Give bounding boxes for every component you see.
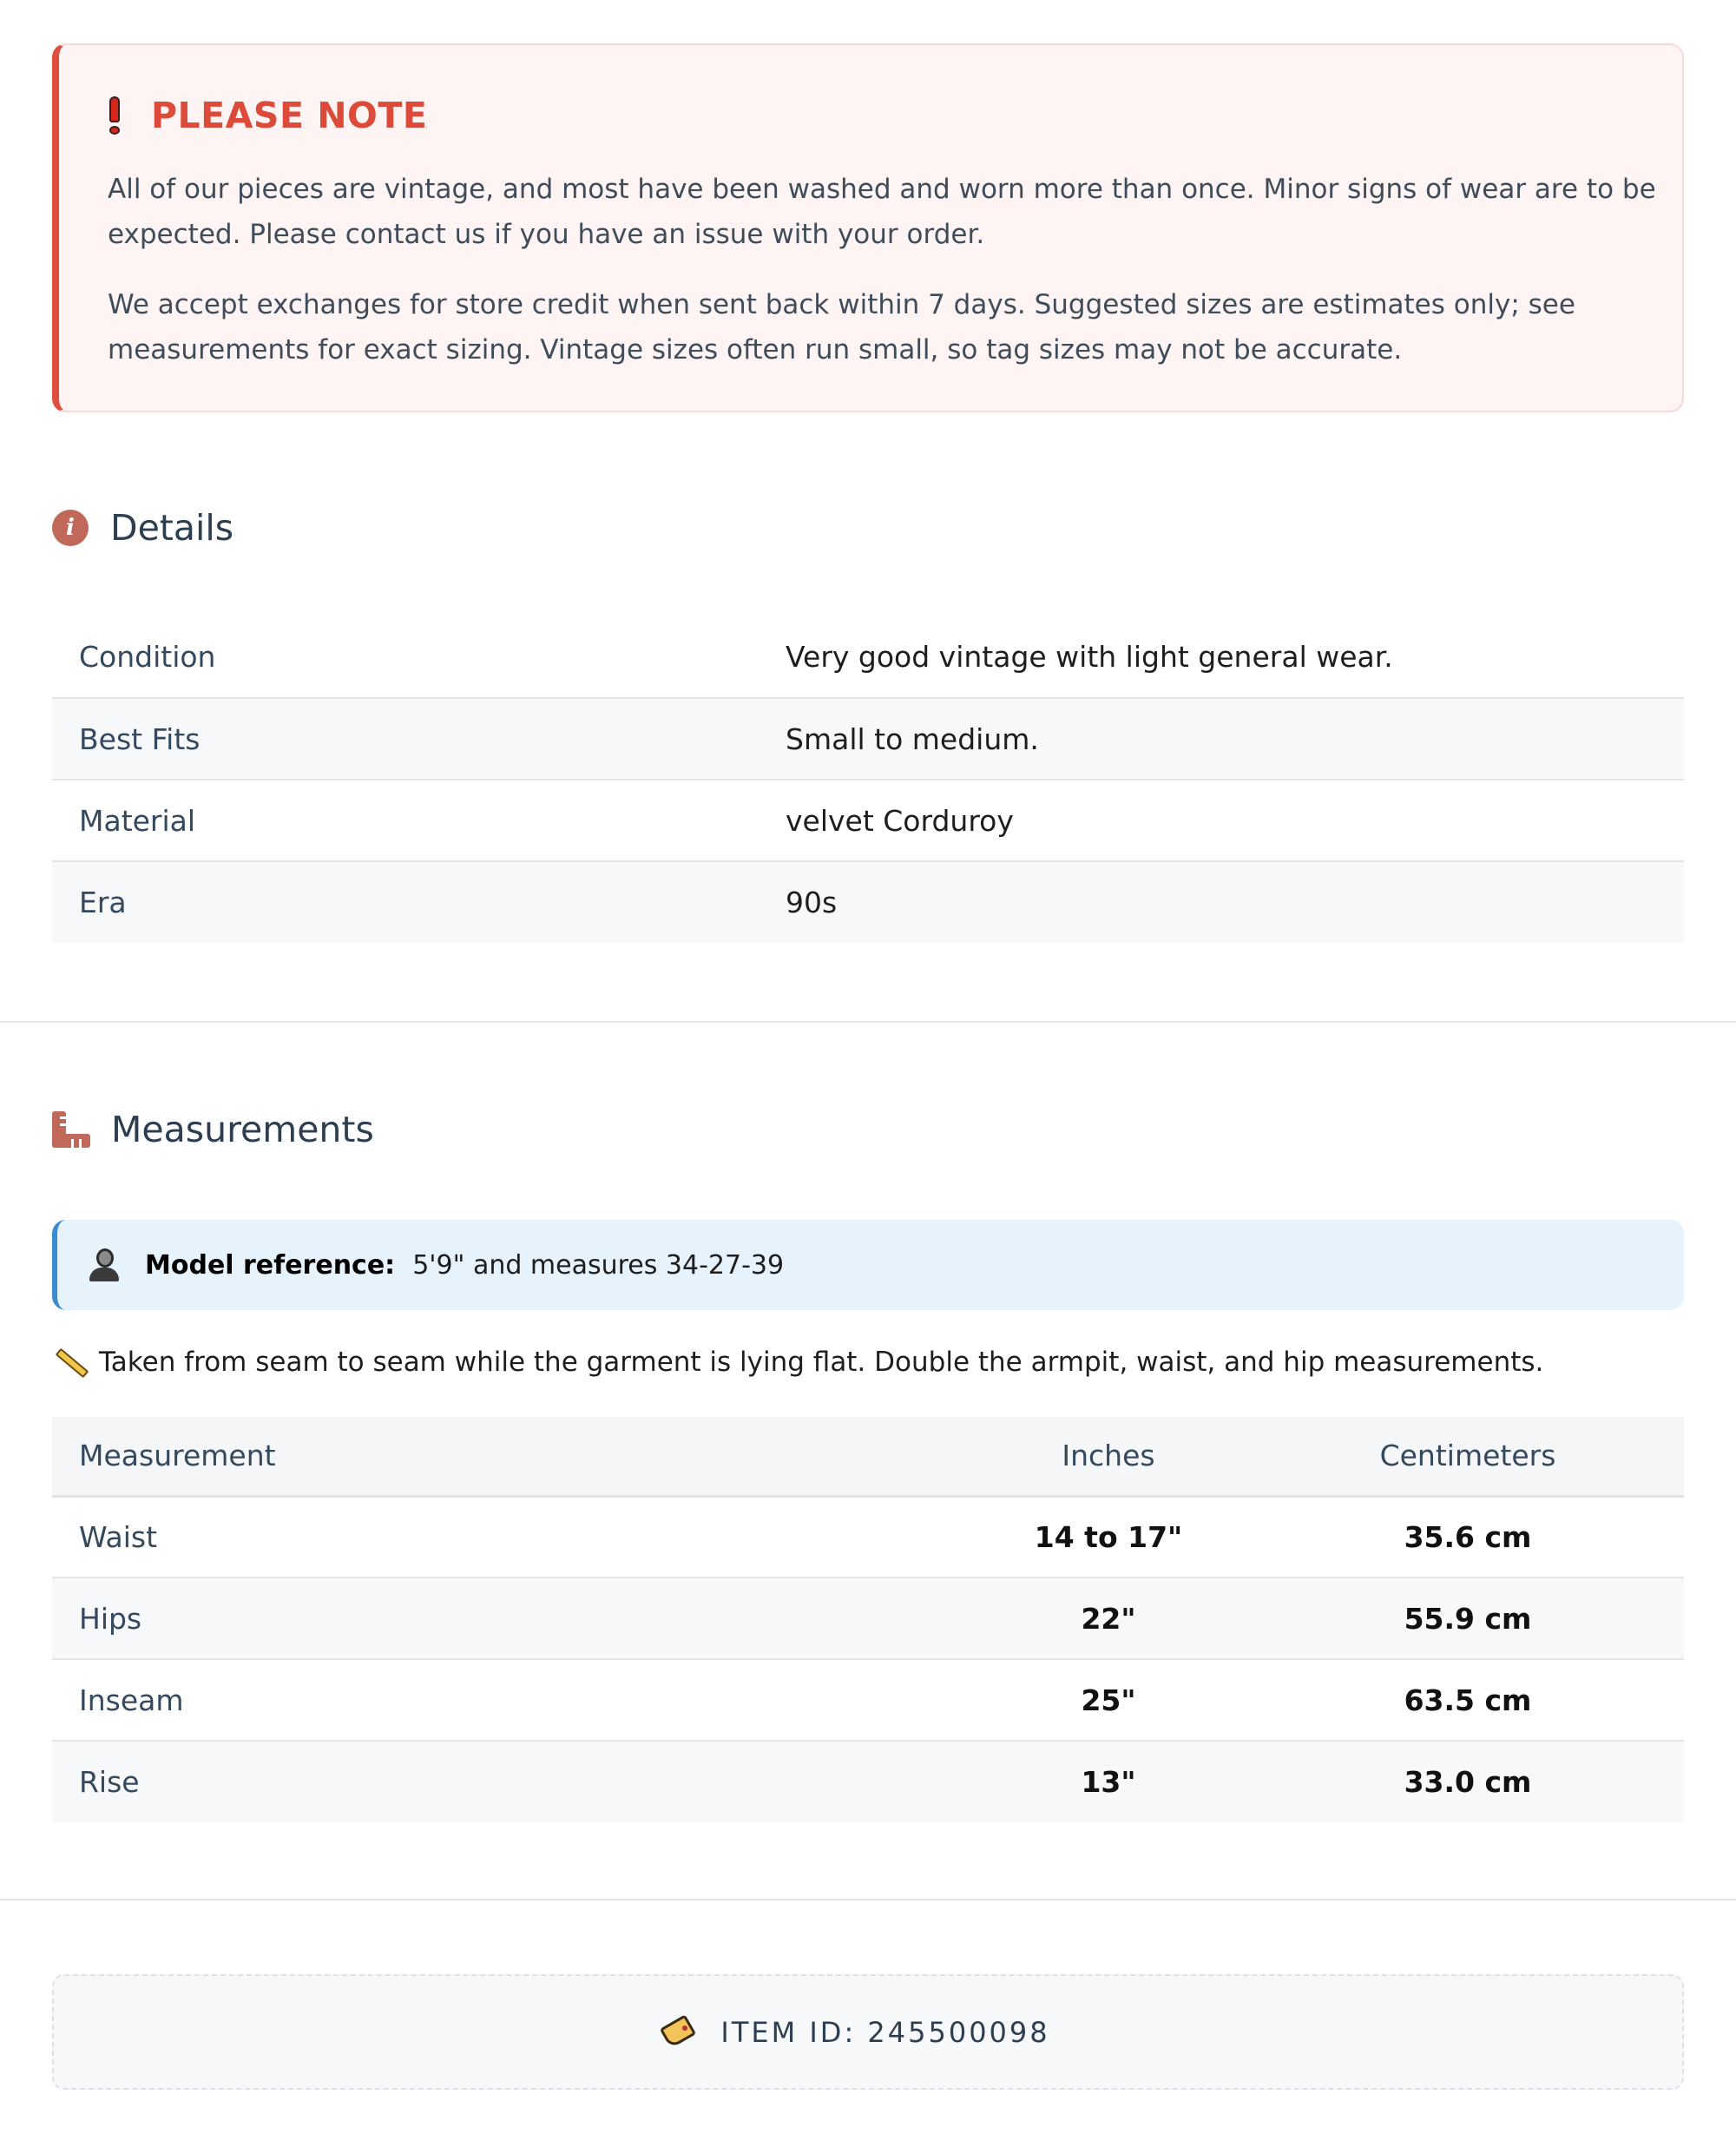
- exclamation-icon: [104, 96, 125, 135]
- tag-icon: [660, 2017, 698, 2048]
- section-divider: [0, 1021, 1736, 1023]
- model-reference-box: [52, 1220, 1684, 1310]
- table-row: [52, 1741, 1684, 1822]
- note-paragraph-1: All of our pieces are vintage, and most have been washed and worn more than once. Minor signs of wear are to be expected. Please contact us if you have an issue with your order.: [108, 174, 1656, 250]
- details-header: [52, 507, 233, 549]
- measurement-note-text: Taken from seam to seam while the garment is lying flat. Double the armpit, waist, and hip measurements.: [99, 1347, 1544, 1378]
- details-title: Details: [110, 507, 234, 549]
- item-id: ITEM ID: 245500098: [720, 2015, 1050, 2049]
- model-reference-label: Model reference:: [145, 1249, 396, 1281]
- model-reference-value: 5'9" and measures 34-27-39: [412, 1249, 785, 1281]
- details-label: Era: [79, 886, 127, 919]
- measurement-note: [52, 1346, 1543, 1379]
- column-header-measurement: Measurement: [79, 1439, 276, 1473]
- details-row: [52, 698, 1684, 780]
- column-header-inches: Inches: [1062, 1439, 1155, 1473]
- details-value: Very good vintage with light general wear.: [786, 640, 1393, 674]
- measurement-name: Rise: [79, 1765, 140, 1799]
- measurement-name: Inseam: [79, 1683, 184, 1717]
- measurement-name: Hips: [79, 1601, 142, 1636]
- details-value: 90s: [786, 886, 838, 919]
- column-header-centimeters: Centimeters: [1379, 1439, 1556, 1473]
- details-label: Material: [79, 803, 196, 838]
- details-label: Condition: [79, 640, 216, 674]
- measurements-header: [52, 1109, 374, 1150]
- person-icon: [89, 1248, 119, 1281]
- ruler-icon: [52, 1111, 90, 1148]
- measurement-inches: 25": [1081, 1683, 1136, 1717]
- measurement-name: Waist: [79, 1519, 158, 1554]
- measurement-inches: 14 to 17": [1034, 1519, 1183, 1554]
- measurement-cm: 33.0 cm: [1404, 1765, 1532, 1799]
- measurement-cm: 55.9 cm: [1404, 1601, 1532, 1636]
- details-row: [52, 861, 1684, 943]
- note-title: PLEASE NOTE: [151, 95, 428, 136]
- details-row: [52, 780, 1684, 861]
- details-label: Best Fits: [79, 721, 201, 756]
- measurement-inches: 13": [1081, 1765, 1136, 1799]
- measurement-cm: 35.6 cm: [1404, 1519, 1532, 1554]
- measurements-table: [52, 1417, 1684, 1822]
- details-table: [52, 616, 1684, 943]
- pencil-icon: [52, 1346, 85, 1379]
- measurement-cm: 63.5 cm: [1404, 1683, 1532, 1717]
- measurements-title: Measurements: [111, 1109, 374, 1150]
- table-header-row: [52, 1417, 1684, 1496]
- info-icon: i: [52, 510, 89, 546]
- note-paragraph-2: We accept exchanges for store credit when sent back within 7 days. Suggested sizes are estimates only; see measurements for exact sizing. Vintage sizes often run small, so tag sizes may not be accurate.: [108, 289, 1575, 366]
- table-row: [52, 1496, 1684, 1577]
- table-row: [52, 1659, 1684, 1741]
- item-id-box: [52, 1974, 1684, 2090]
- section-divider: [0, 1899, 1736, 1900]
- note-header: [104, 95, 427, 136]
- details-value: velvet Corduroy: [786, 803, 1014, 838]
- please-note-box: [52, 43, 1684, 412]
- details-row: [52, 616, 1684, 698]
- measurement-inches: 22": [1081, 1601, 1136, 1636]
- table-row: [52, 1577, 1684, 1659]
- details-value: Small to medium.: [786, 721, 1039, 756]
